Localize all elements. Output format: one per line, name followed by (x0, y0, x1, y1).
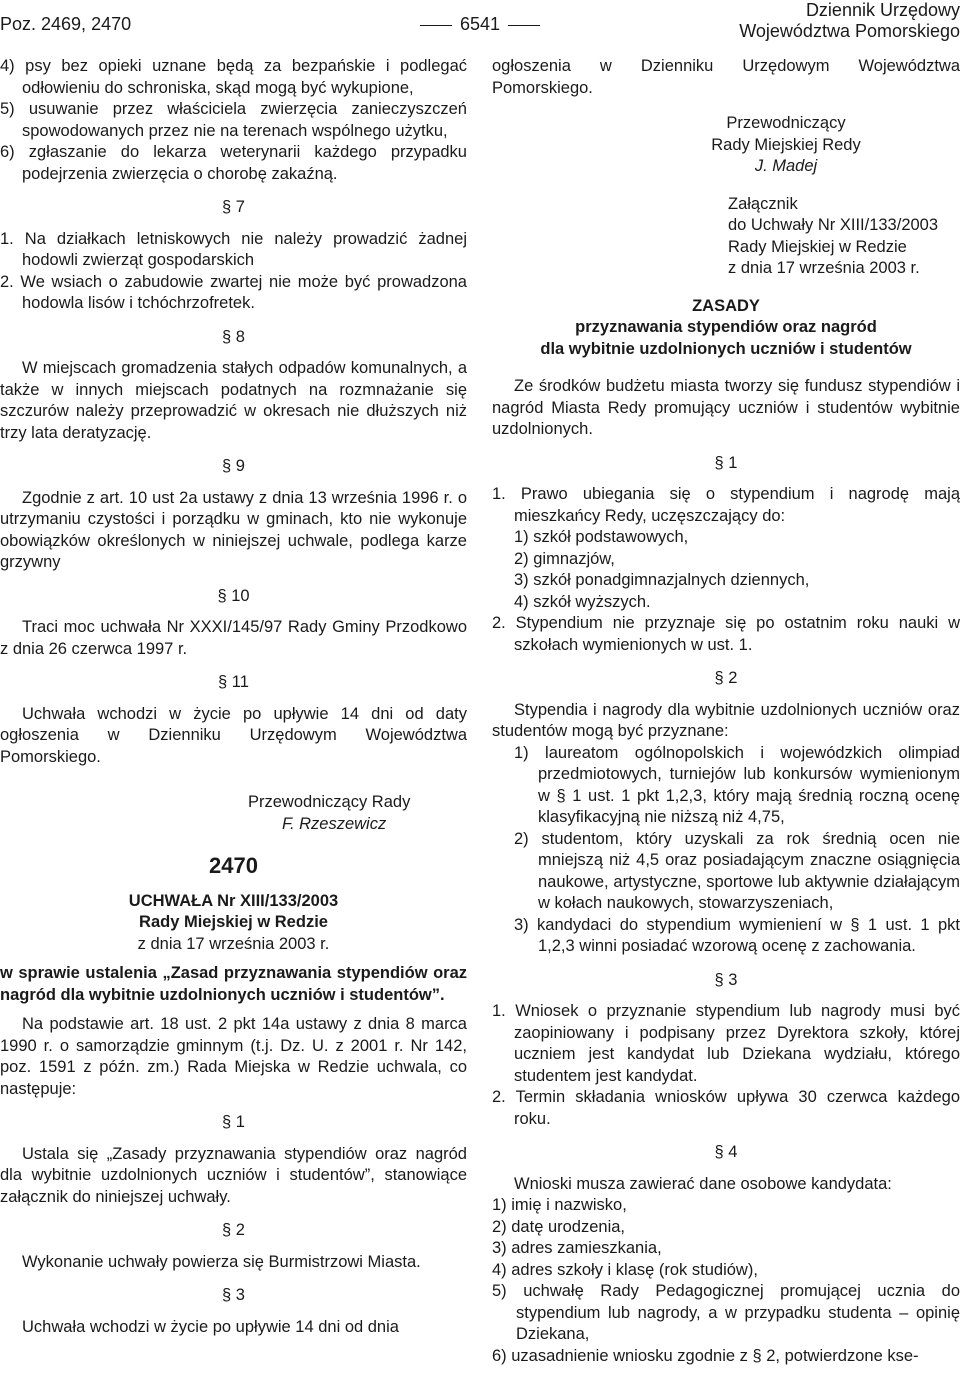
page-number (410, 13, 550, 35)
paragraph: ogłoszenia w Dzienniku Urzędowym Województwa Pomorskiego. (492, 57, 960, 97)
position-reference: Poz. 2469, 2470 (0, 14, 132, 34)
paragraph: Wykonanie uchwały powierza się Burmistrzowi Miasta. (22, 1252, 421, 1271)
resolution-body: Rady Miejskiej w Redzie (139, 913, 328, 931)
list-item: 1. Na działkach letniskowych nie należy prowadzić żadnej hodowli zwierząt gospodarskich (0, 229, 467, 269)
sub-list (492, 743, 960, 958)
list-item: 3) adres zamieszkania, (492, 1239, 662, 1257)
list-item: 6) uzasadnienie wniosku zgodnie z § 2, potwierdzone kse- (492, 1346, 919, 1365)
section-heading: § 9 (222, 457, 245, 475)
rules-title: ZASADY (692, 296, 760, 315)
signature-name: F. Rzeszewicz (282, 814, 387, 833)
section-heading: § 2 (222, 1221, 245, 1239)
signature-name: J. Madej (754, 157, 818, 175)
list-item: 4) psy bez opieki uznane będą za bezpańskie i podlegać odłowieniu do schroniska, skąd mogą być wykupione, (0, 57, 467, 97)
page-number-text: 6541 (459, 14, 501, 34)
paragraph: Uchwała wchodzi w życie po upływie 14 dni od daty ogłoszenia w Dzienniku Urzędowym Województwa Pomorskiego. (0, 704, 467, 766)
section-heading: § 3 (714, 970, 738, 989)
resolution-title: UCHWAŁA Nr XIII/133/2003 (128, 891, 339, 910)
resolution-subject: w sprawie ustalenia „Zasad przyznawania stypendiów oraz nagród dla wybitnie uzdolnionych uczniów i studentów”. (0, 964, 467, 1004)
list-item: 3) szkół ponadgimnazjalnych dziennych, (514, 571, 810, 589)
annex-line: z dnia 17 września 2003 r. (728, 259, 920, 277)
list-item: 6) zgłaszanie do lekarza weterynarii każdego przypadku podejrzenia zwierzęcia o chorobę zakaźną. (0, 143, 467, 183)
paragraph: W miejscach gromadzenia stałych odpadów komunalnych, a także w innych miejscach podatnych na rozmnażanie się szczurów należy przeprowadzić w okresach nie dłuższych niż trzy lata deratyzację. (0, 359, 467, 442)
list-item: 4) szkół wyższych. (514, 592, 651, 611)
paragraph: Ze środków budżetu miasta tworzy się fundusz stypendiów i nagród Miasta Redy promujący uczniów i studentów wybitnie uzdolnionych. (492, 377, 960, 438)
paragraph: Zgodnie z art. 10 ust 2a ustawy z dnia 13 września 1996 r. o utrzymaniu czystości i porządku w gminach, kto nie wykonuje obowiązków określonych w niniejszej uchwale, podlega karze grzywny (0, 488, 467, 571)
list-item: 2) gimnazjów, (514, 549, 615, 568)
section-heading: § 1 (222, 1113, 245, 1131)
section-heading: § 1 (714, 453, 738, 472)
list-item: 2. We wsiach o zabudowie zwartej nie może być prowadzona hodowla lisów i tchóchrzofretek. (0, 272, 467, 312)
section-heading: § 10 (217, 586, 250, 605)
signature-block (248, 792, 467, 835)
paragraph: Stypendia i nagrody dla wybitnie uzdolnionych uczniów oraz studentów mogą być przyznane: (492, 700, 960, 740)
annex-header (728, 194, 960, 280)
journal-name (739, 0, 960, 42)
resolution-date: z dnia 17 września 2003 r. (137, 934, 330, 953)
journal-name-line1: Dziennik Urzędowy (805, 0, 960, 20)
paragraph: Uchwała wchodzi w życie po upływie 14 dni od dnia (22, 1317, 399, 1336)
signature-body: Rady Miejskiej Redy (711, 135, 861, 154)
section-heading: § 3 (222, 1286, 245, 1304)
section-heading: § 2 (714, 669, 738, 687)
left-column (0, 56, 467, 1338)
annex-line: do Uchwały Nr XIII/133/2003 (728, 216, 939, 234)
list-item: 2) datę urodzenia, (492, 1217, 626, 1236)
list-item: 5) usuwanie przez właściciela zwierzęcia zanieczyszczeń spowodowanych przez nie na terenach wspólnego użytku, (0, 100, 467, 140)
list-item: 1. Wniosek o przyznanie stypendium lub nagrody musi być zaopiniowany i podpisany przez Dyrektora szkoły, której uczniem jest kandydat lub Dziekana wydziału, którego studentem jest kandydat. (492, 1002, 960, 1085)
list-item: 4) adres szkoły i klasę (rok studiów), (492, 1260, 758, 1279)
list-item: 1. Prawo ubiegania się o stypendium i nagrodę mają mieszkańcy Redy, uczęszczający do: (492, 485, 960, 525)
page-header (0, 0, 960, 44)
legal-basis: Na podstawie art. 18 ust. 2 pkt 14a ustawy z dnia 8 marca 1990 r. o samorządzie gminnym (t.j. Dz. U. z 2001 r. Nr 142, poz. 1591 z późn. zm.) Rada Miejska w Redzie uchwala, co następuje: (0, 1015, 467, 1098)
paragraph: Traci moc uchwała Nr XXXI/145/97 Rady Gminy Przodkowo z dnia 26 czerwca 1997 r. (0, 618, 467, 658)
list-item: 2. Stypendium nie przyznaje się po ostatnim roku nauki w szkołach wymienionych w ust. 1. (492, 614, 960, 654)
signature-title: Przewodniczący Rady (248, 793, 411, 811)
rules-subtitle: dla wybitnie uzdolnionych uczniów i studentów (540, 339, 912, 358)
signature-block (612, 113, 960, 178)
rules-subtitle: przyznawania stypendiów oraz nagród (575, 318, 877, 336)
annex-line: Rady Miejskiej w Redzie (728, 237, 907, 256)
paragraph: Ustala się „Zasady przyznawania stypendiów oraz nagród dla wybitnie uzdolnionych uczniów i studentów”, stanowiące załącznik do niniejszej uchwały. (0, 1144, 467, 1206)
list-item: 1) laureatom ogólnopolskich i wojewódzkich olimpiad przedmiotowych, turniejów lub konkursów wymienionym w § 1 ust. 1 pkt 1,2,3, który mają średnią roczną ocenę klasyfikacyjną nie niższą niż 4,75, (514, 743, 960, 826)
annex-line: Załącznik (728, 194, 798, 213)
paragraph: Wnioski musza zawierać dane osobowe kandydata: (514, 1174, 892, 1193)
document-number: 2470 (209, 853, 258, 878)
list-item: 5) uchwałę Rady Pedagogicznej promującej ucznia do stypendium lub nagrody, a w przypadku studenta – opinię Dziekana, (492, 1282, 960, 1343)
section-heading: § 7 (222, 198, 245, 216)
list-item: 1) szkół podstawowych, (514, 528, 689, 546)
section-heading: § 4 (714, 1143, 738, 1161)
list-item: 1) imię i nazwisko, (492, 1196, 627, 1214)
sub-list (492, 527, 960, 613)
list-item: 2) studentom, który uzyskali za rok średnią ocen nie mniejszą niż 4,5 oraz posiadającym znaczne osiągnięcia naukowe, artystyczne, sportowe lub aktywnie działającym w kołach naukowych, stowarzyszeniach, (514, 829, 960, 912)
signature-title: Przewodniczący (726, 114, 846, 132)
right-column (492, 56, 960, 1367)
journal-name-line2: Województwa Pomorskiego (739, 21, 960, 41)
list-item: 2. Termin składania wniosków upływa 30 czerwca każdego roku. (492, 1088, 960, 1128)
list-item: 3) kandydaci do stypendium wymieniení w § 1 ust. 1 pkt 1,2,3 winni posiadać wzorową ocenę z zachowania. (514, 915, 960, 955)
section-heading: § 8 (222, 327, 245, 346)
section-heading: § 11 (218, 673, 249, 691)
